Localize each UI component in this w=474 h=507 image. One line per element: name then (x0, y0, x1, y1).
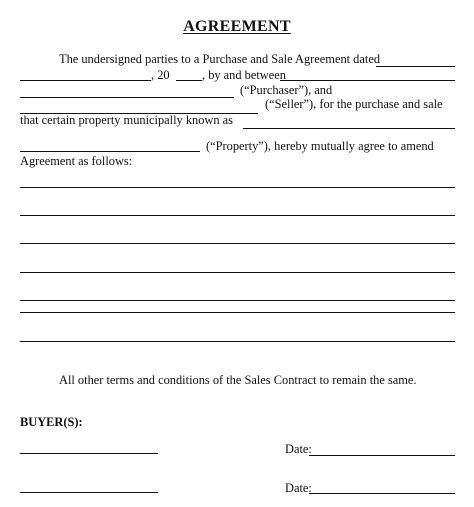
purchaser-label: (“Purchaser”), and (240, 83, 333, 97)
amendment-line-4[interactable] (20, 272, 455, 273)
agreement-as-follows-text: Agreement as follows: (20, 154, 133, 168)
party-line-blank[interactable] (280, 80, 455, 81)
seller-label: (“Seller”), for the purchase and sale (265, 97, 443, 111)
property-address-blank-2[interactable] (20, 151, 200, 152)
purchaser-name-blank[interactable] (20, 97, 234, 98)
year-blank[interactable] (176, 80, 202, 81)
buyers-label: BUYER(S): (20, 415, 83, 429)
date-label-1: Date: (285, 442, 312, 456)
intro-text: The undersigned parties to a Purchase and Sale Agreement dated (59, 52, 381, 66)
date-line-2[interactable] (309, 493, 455, 494)
buyer-signature-line-2[interactable] (20, 492, 158, 493)
amendment-line-2[interactable] (20, 215, 455, 216)
by-and-between-text: , by and between (202, 68, 286, 82)
document-title: AGREEMENT (183, 18, 291, 35)
amendment-line-1[interactable] (20, 187, 455, 188)
amendment-line-3[interactable] (20, 243, 455, 244)
date-line-1[interactable] (309, 455, 455, 456)
property-intro-text: that certain property municipally known as (20, 113, 233, 127)
closing-statement: All other terms and conditions of the Sales Contract to remain the same. (59, 373, 417, 387)
agreement-date-blank[interactable] (376, 66, 455, 67)
property-clause-text: (“Property”), hereby mutually agree to amend (206, 139, 434, 153)
property-address-blank[interactable] (243, 128, 455, 129)
amendment-line-5[interactable] (20, 300, 455, 301)
amendment-line-6[interactable] (20, 312, 455, 313)
buyer-signature-line-1[interactable] (20, 453, 158, 454)
date-month-day-blank[interactable] (20, 80, 151, 81)
amendment-line-7[interactable] (20, 341, 455, 342)
comma-20-text: , 20 (151, 68, 170, 82)
date-label-2: Date: (285, 481, 312, 495)
